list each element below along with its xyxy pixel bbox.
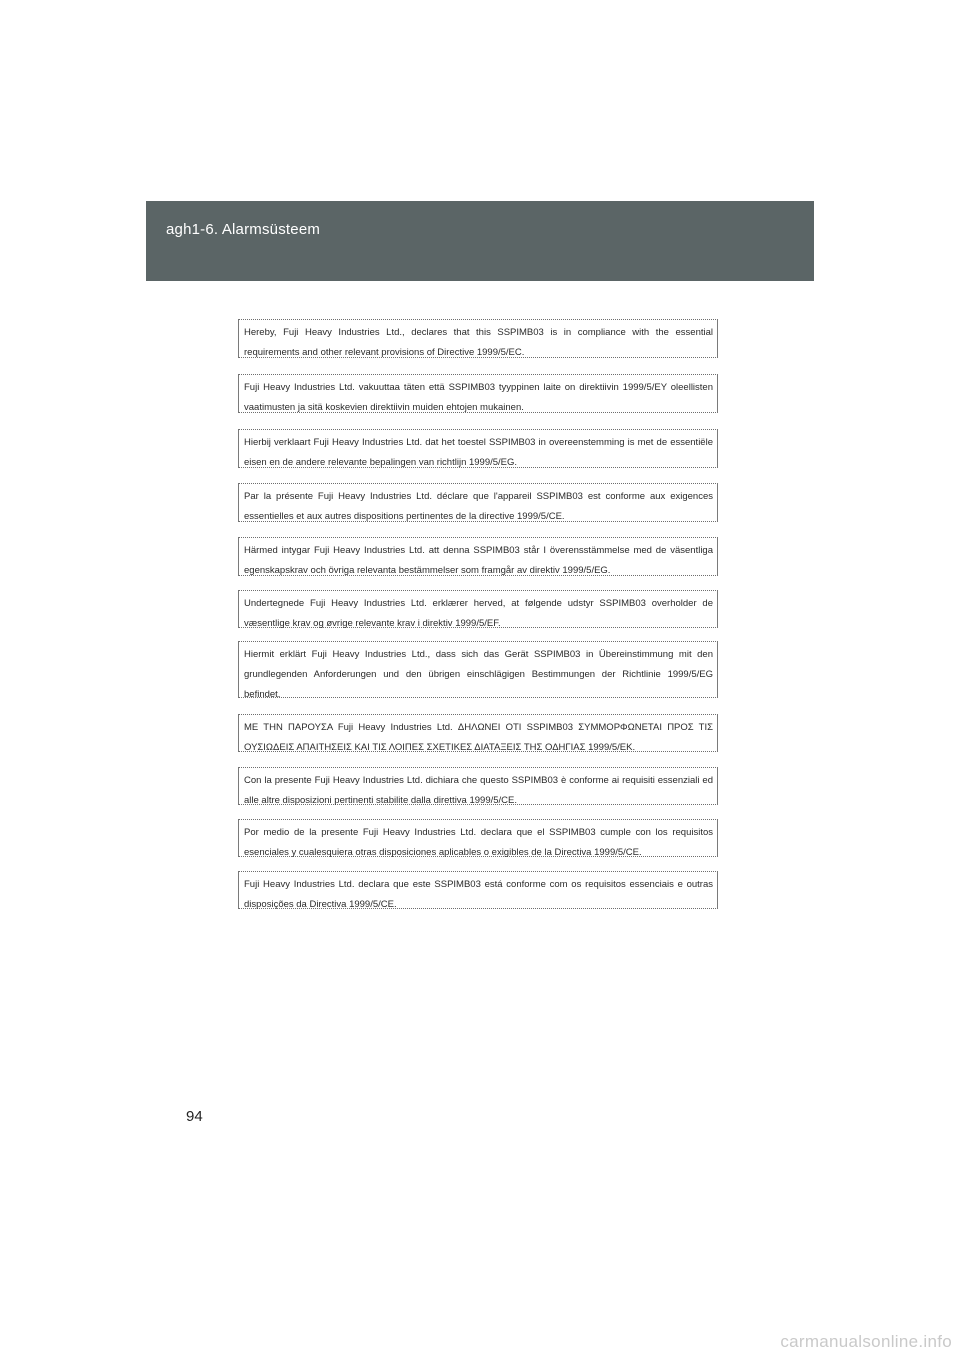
section-title: agh1-6. Alarmsüsteem <box>166 221 321 238</box>
declaration-portuguese: Fuji Heavy Industries Ltd. declara que este SSPIMB03 está conforme com os requisitos essenciais e outras disposições da Directiva 1999/5/CE. <box>238 871 718 909</box>
section-header-band <box>146 201 814 281</box>
declaration-list <box>238 319 718 909</box>
declaration-english: Hereby, Fuji Heavy Industries Ltd., declares that this SSPIMB03 is in compliance with the essential requirements and other relevant provisions of Directive 1999/5/EC. <box>238 319 718 358</box>
declaration-swedish: Härmed intygar Fuji Heavy Industries Ltd. att denna SSPIMB03 står I överensstämmelse med de väsentliga egenskapskrav och övriga relevanta bestämmelser som framgår av direktiv 1999/5/EG. <box>238 537 718 576</box>
declaration-dutch: Hierbij verklaart Fuji Heavy Industries Ltd. dat het toestel SSPIMB03 in overeenstemming is met de essentiële eisen en de andere relevante bepalingen van richtlijn 1999/5/EG. <box>238 429 718 468</box>
declaration-finnish: Fuji Heavy Industries Ltd. vakuuttaa täten että SSPIMB03 tyyppinen laite on direktiivin 1999/5/EY oleellisten vaatimusten ja sitä koskevien direktiivin muiden ehtojen mukainen. <box>238 374 718 413</box>
declaration-spanish: Por medio de la presente Fuji Heavy Industries Ltd. declara que el SSPIMB03 cumple con los requisitos esenciales y cualesquiera otras disposiciones aplicables o exigibles de la Directiva 1999/5/CE. <box>238 819 718 857</box>
watermark: carmanualsonline.info <box>780 1332 952 1351</box>
declaration-danish: Undertegnede Fuji Heavy Industries Ltd. erklærer herved, at følgende udstyr SSPIMB03 overholder de væsentlige krav og øvrige relevante krav i direktiv 1999/5/EF. <box>238 590 718 628</box>
declaration-german: Hiermit erklärt Fuji Heavy Industries Ltd., dass sich das Gerät SSPIMB03 in Übereinstimmung mit den grundlegenden Anforderungen und den übrigen einschlägigen Bestimmungen der Richtlinie 1999/5/EG befindet. <box>238 641 718 698</box>
declaration-greek: ΜΕ ΤΗΝ ΠΑΡΟΥΣΑ Fuji Heavy Industries Ltd. ΔΗΛΩΝΕΙ ΟΤΙ SSPIMB03 ΣΥΜΜΟΡΦΩΝΕΤΑΙ ΠΡΟΣ ΤΙΣ ΟΥΣΙΩΔΕΙΣ ΑΠΑΙΤΗΣΕΙΣ ΚΑΙ ΤΙΣ ΛΟΙΠΕΣ ΣΧΕΤΙΚΕΣ ΔΙΑΤΑΞΕΙΣ ΤΗΣ ΟΔΗΓΙΑΣ 1999/5/ΕΚ. <box>238 714 718 752</box>
declaration-french: Par la présente Fuji Heavy Industries Ltd. déclare que l'appareil SSPIMB03 est conforme aux exigences essentielles et aux autres dispositions pertinentes de la directive 1999/5/CE. <box>238 483 718 522</box>
page-number: 94 <box>186 1108 203 1125</box>
declaration-italian: Con la presente Fuji Heavy Industries Ltd. dichiara che questo SSPIMB03 è conforme ai requisiti essenziali ed alle altre disposizioni pertinenti stabilite dalla direttiva 1999/5/CE. <box>238 767 718 805</box>
